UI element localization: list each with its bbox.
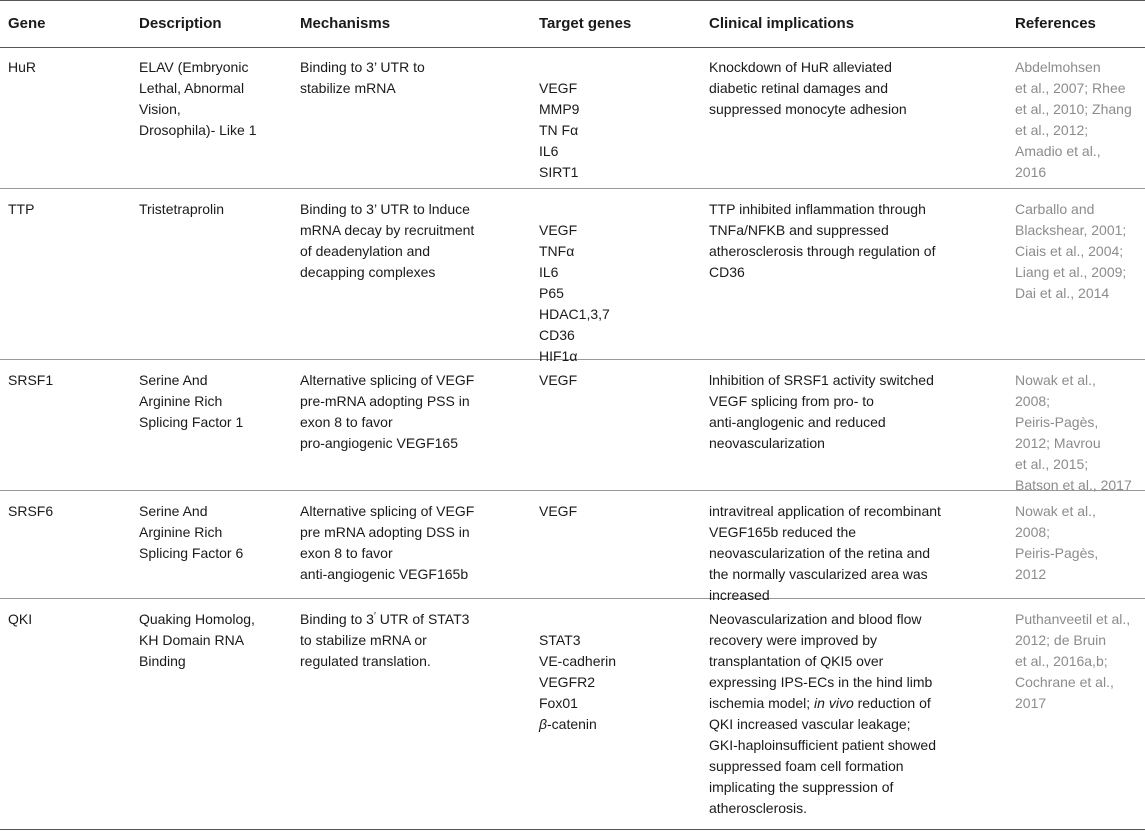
references-cell <box>1015 501 1145 585</box>
mechanisms-line: Alternative splicing of VEGF <box>300 503 475 519</box>
mechanisms-line: Alternative splicing of VEGF <box>300 372 475 388</box>
description-line: Arginine Rich <box>139 524 223 540</box>
reference-line: Peiris-Pagès, <box>1015 545 1099 561</box>
header-gene: Gene <box>8 15 46 32</box>
clinical-line: GKI-haploinsufficient patient showed <box>709 737 936 753</box>
target-genes-cell <box>539 501 679 522</box>
clinical-line: Knockdown of HuR alleviated <box>709 59 892 75</box>
gene-cell <box>8 501 108 522</box>
header-target-genes: Target genes <box>539 15 632 32</box>
reference-line: Nowak et al., <box>1015 503 1096 519</box>
description-cell <box>139 199 284 220</box>
reference-line: 2012 <box>1015 566 1047 582</box>
references-cell <box>1015 199 1145 304</box>
target-gene: STAT3 <box>539 632 581 648</box>
description-line: Tristetraprolin <box>139 201 225 217</box>
reference-line: Ciais et al., 2004; <box>1015 243 1124 259</box>
clinical-line: TTP inhibited inflammation through <box>709 201 926 217</box>
reference-line: et al., 2015; <box>1015 456 1089 472</box>
target-gene-suffix: -catenin <box>547 716 597 732</box>
mechanisms-cell <box>300 370 490 454</box>
gene-name: QKI <box>8 611 33 627</box>
table-row-hur <box>0 47 1145 189</box>
target-gene: VEGFR2 <box>539 674 596 690</box>
mechanisms-line: Binding to 3’ UTR to <box>300 59 425 75</box>
mechanisms-line <box>300 609 490 630</box>
references-cell <box>1015 370 1145 496</box>
table-row-qki <box>0 599 1145 830</box>
mechanisms-line: decapping complexes <box>300 264 436 280</box>
target-gene: VEGF <box>539 503 578 519</box>
mechanisms-line: of deadenylation and <box>300 243 430 259</box>
gene-cell <box>8 57 108 78</box>
description-cell <box>139 501 284 564</box>
target-gene: VEGF <box>539 222 578 238</box>
reference-line: et al., 2007; Rhee <box>1015 80 1126 96</box>
description-line: Serine And <box>139 503 208 519</box>
target-gene: TN Fα <box>539 122 579 138</box>
mechanisms-line: pre mRNA adopting DSS in <box>300 524 470 540</box>
clinical-line: intravitreal application of recombinant <box>709 503 941 519</box>
reference-line: 2012; Mavrou <box>1015 435 1101 451</box>
mechanisms-line: mRNA decay by recruitment <box>300 222 475 238</box>
mechanisms-text: Binding to 3 <box>300 611 374 627</box>
mechanisms-cell <box>300 609 490 672</box>
mechanisms-line: Binding to 3’ UTR to lnduce <box>300 201 470 217</box>
reference-line: Puthanveetil et al., <box>1015 611 1131 627</box>
references-cell <box>1015 609 1145 714</box>
mechanisms-cell <box>300 57 490 99</box>
reference-line: 2008; <box>1015 524 1051 540</box>
clinical-cell <box>709 609 979 819</box>
reference-line: Nowak et al., <box>1015 372 1096 388</box>
clinical-line: atherosclerosis through regulation of <box>709 243 936 259</box>
clinical-line: VEGF165b reduced the <box>709 524 857 540</box>
description-line: Drosophila)- Like 1 <box>139 122 257 138</box>
clinical-line: recovery were improved by <box>709 632 878 648</box>
target-gene: MMP9 <box>539 101 580 117</box>
mechanisms-line: to stabilize mRNA or <box>300 632 427 648</box>
clinical-cell <box>709 199 979 283</box>
target-gene: Fox01 <box>539 695 578 711</box>
target-genes-cell <box>539 630 679 735</box>
reference-line: et al., 2016a,b; <box>1015 653 1108 669</box>
description-line: Serine And <box>139 372 208 388</box>
target-gene <box>539 714 679 735</box>
description-line: ELAV (Embryonic <box>139 59 249 75</box>
header-mechanisms: Mechanisms <box>300 15 391 32</box>
reference-line: Batson et al., 2017 <box>1015 477 1132 493</box>
table-row-srsf1 <box>0 360 1145 491</box>
description-line: Quaking Homolog, <box>139 611 255 627</box>
target-gene: SIRT1 <box>539 164 579 180</box>
mechanisms-line: pre-mRNA adopting PSS in <box>300 393 470 409</box>
reference-line: Liang et al., 2009; <box>1015 264 1127 280</box>
clinical-italic-text: in vivo <box>814 695 854 711</box>
mechanisms-line: stabilize mRNA <box>300 80 396 96</box>
reference-line: 2016 <box>1015 164 1047 180</box>
mechanisms-line: anti-angiogenic VEGF165b <box>300 566 469 582</box>
description-line: Binding <box>139 653 186 669</box>
beta-symbol: β <box>539 716 547 732</box>
clinical-line: TNFa/NFKB and suppressed <box>709 222 889 238</box>
mechanisms-line: exon 8 to favor <box>300 414 393 430</box>
description-line: Splicing Factor 1 <box>139 414 244 430</box>
reference-line: et al., 2010; Zhang <box>1015 101 1132 117</box>
clinical-text: ischemia model; <box>709 695 811 711</box>
description-line: Splicing Factor 6 <box>139 545 244 561</box>
reference-line: Cochrane et al., <box>1015 674 1114 690</box>
description-line: KH Domain RNA <box>139 632 245 648</box>
reference-line: 2017 <box>1015 695 1047 711</box>
gene-cell <box>8 609 108 630</box>
mechanisms-line: exon 8 to favor <box>300 545 393 561</box>
target-gene: TNFα <box>539 243 575 259</box>
clinical-line: implicating the suppression of <box>709 779 894 795</box>
clinical-line: CD36 <box>709 264 745 280</box>
clinical-text: reduction of <box>853 695 931 711</box>
mechanisms-line: pro-angiogenic VEGF165 <box>300 435 458 451</box>
clinical-line: transplantation of QKI5 over <box>709 653 884 669</box>
clinical-cell <box>709 501 979 606</box>
reference-line: 2012; de Bruin <box>1015 632 1107 648</box>
clinical-line: VEGF splicing from pro- to <box>709 393 874 409</box>
header-description: Description <box>139 15 222 32</box>
reference-line: Peiris-Pagès, <box>1015 414 1099 430</box>
clinical-line <box>709 693 979 714</box>
reference-line: Blackshear, 2001; <box>1015 222 1127 238</box>
clinical-line: increased <box>709 587 770 603</box>
clinical-line: QKI increased vascular leakage; <box>709 716 911 732</box>
target-gene: VEGF <box>539 372 578 388</box>
table-row-srsf6 <box>0 491 1145 603</box>
header-clinical-implications: Clinical implications <box>709 15 855 32</box>
target-gene: IL6 <box>539 264 559 280</box>
clinical-line: diabetic retinal damages and <box>709 80 889 96</box>
clinical-line: anti-anglogenic and reduced <box>709 414 886 430</box>
mechanisms-line: regulated translation. <box>300 653 431 669</box>
clinical-line: suppressed monocyte adhesion <box>709 101 907 117</box>
target-gene: HIF1α <box>539 348 578 364</box>
gene-name: SRSF1 <box>8 372 54 388</box>
clinical-line: the normally vascularized area was <box>709 566 928 582</box>
reference-line: Amadio et al., <box>1015 143 1101 159</box>
description-line: Lethal, Abnormal <box>139 80 245 96</box>
target-genes-cell <box>539 220 679 367</box>
target-gene: IL6 <box>539 143 559 159</box>
header-references: References <box>1015 15 1096 32</box>
target-gene: HDAC1,3,7 <box>539 306 610 322</box>
gene-name: TTP <box>8 201 35 217</box>
description-line: Vision, <box>139 101 181 117</box>
reference-line: Abdelmohsen <box>1015 59 1101 75</box>
clinical-line: Neovascularization and blood flow <box>709 611 922 627</box>
clinical-line: lnhibition of SRSF1 activity switched <box>709 372 934 388</box>
gene-cell <box>8 370 108 391</box>
target-gene: P65 <box>539 285 564 301</box>
target-gene: VE-cadherin <box>539 653 617 669</box>
mechanisms-cell <box>300 501 490 585</box>
clinical-cell <box>709 57 979 120</box>
target-gene: VEGF <box>539 80 578 96</box>
reference-line: Dai et al., 2014 <box>1015 285 1110 301</box>
clinical-line: neovascularization of the retina and <box>709 545 931 561</box>
target-genes-cell <box>539 78 679 183</box>
description-cell <box>139 370 284 433</box>
clinical-cell <box>709 370 979 454</box>
table-row-ttp <box>0 189 1145 364</box>
mechanisms-text: UTR of STAT3 <box>375 611 470 627</box>
reference-line: et al., 2012; <box>1015 122 1089 138</box>
reference-line: Carballo and <box>1015 201 1095 217</box>
target-gene: CD36 <box>539 327 575 343</box>
target-genes-cell <box>539 370 679 391</box>
gene-name: SRSF6 <box>8 503 54 519</box>
mechanisms-cell <box>300 199 490 283</box>
description-cell <box>139 57 284 141</box>
reference-line: 2008; <box>1015 393 1051 409</box>
clinical-line: neovascularization <box>709 435 825 451</box>
references-cell <box>1015 57 1145 183</box>
gene-cell <box>8 199 108 220</box>
clinical-line: expressing IPS-ECs in the hind limb <box>709 674 933 690</box>
prime-superscript: ′ <box>373 611 376 622</box>
clinical-line: suppressed foam cell formation <box>709 758 904 774</box>
description-line: Arginine Rich <box>139 393 223 409</box>
gene-name: HuR <box>8 59 37 75</box>
clinical-line: atherosclerosis. <box>709 800 808 816</box>
description-cell <box>139 609 284 672</box>
table-header <box>0 0 1145 48</box>
